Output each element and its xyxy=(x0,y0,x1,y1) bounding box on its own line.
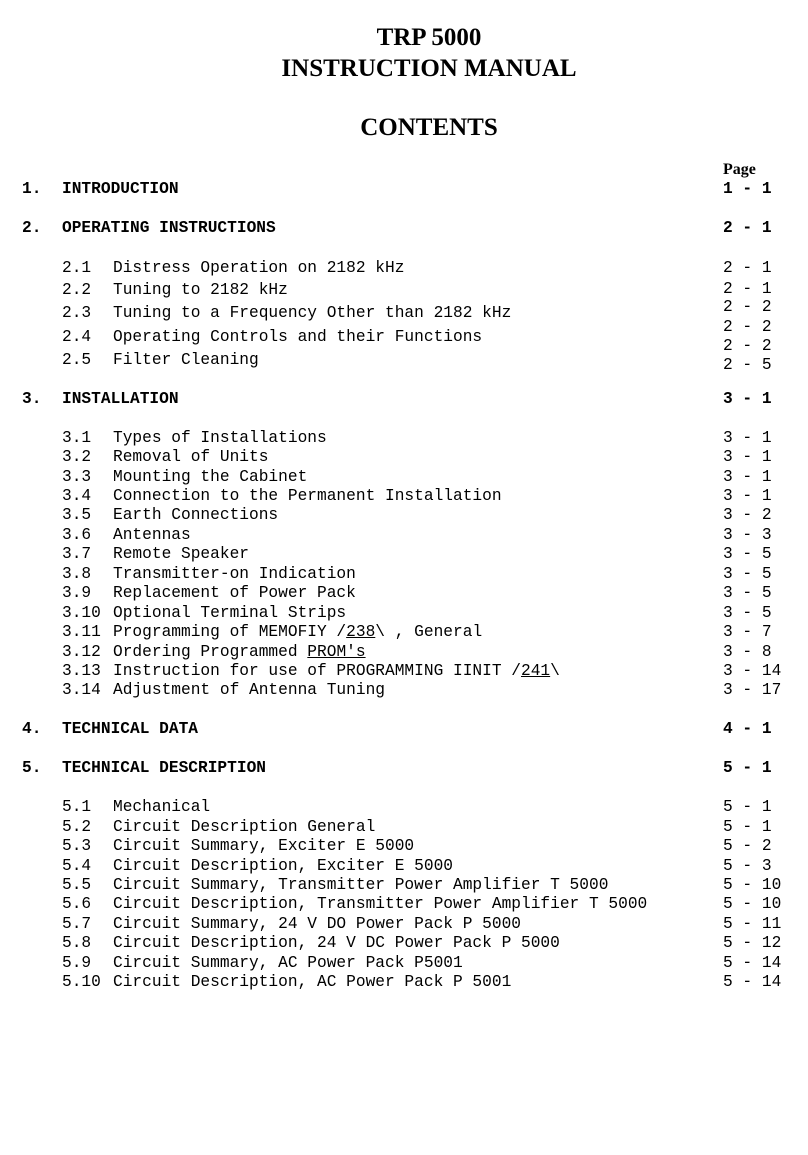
subsection-title: Antennas xyxy=(113,526,191,544)
subsection-page: 3 - 8 xyxy=(723,643,772,661)
subsection-page: 5 - 10 xyxy=(723,895,782,913)
toc-subsection[interactable] xyxy=(0,954,808,974)
subsection-number: 3.2 xyxy=(62,448,92,466)
subsection-number: 3.5 xyxy=(62,506,92,524)
subsection-page: 5 - 3 xyxy=(723,857,772,875)
subsection-number: 3.3 xyxy=(62,468,92,486)
subsection-number: 3.8 xyxy=(62,565,92,583)
subsection-number: 5.4 xyxy=(62,857,92,875)
section-title: TECHNICAL DESCRIPTION xyxy=(62,759,266,777)
toc-section[interactable] xyxy=(0,759,808,779)
subsection-title: Circuit Description, Transmitter Power Amplifier T 5000 xyxy=(113,895,648,913)
subsection-page: 3 - 1 xyxy=(723,468,772,486)
toc-subsection[interactable] xyxy=(0,487,808,507)
subsection-number: 3.13 xyxy=(62,662,101,680)
section-page: 4 - 1 xyxy=(723,720,772,738)
document-title-line1: TRP 5000 xyxy=(376,24,482,51)
subsection-number: 5.7 xyxy=(62,915,92,933)
subsection-page: 5 - 14 xyxy=(723,954,782,972)
section-number: 3. xyxy=(22,390,42,408)
subsection-number: 2.3 xyxy=(62,304,92,322)
subsection-number: 5.6 xyxy=(62,895,92,913)
subsection-number: 5.2 xyxy=(62,818,92,836)
subsection-page: 5 - 10 xyxy=(723,876,782,894)
subsection-page: 5 - 11 xyxy=(723,915,782,933)
toc-section[interactable] xyxy=(0,720,808,740)
subsection-page: 3 - 3 xyxy=(723,526,772,544)
subsection-title: Removal of Units xyxy=(113,448,269,466)
toc-subsection[interactable] xyxy=(0,506,808,526)
toc-subsection[interactable] xyxy=(0,837,808,857)
subsection-number: 5.10 xyxy=(62,973,101,991)
subsection-page: 3 - 17 xyxy=(723,681,782,699)
section-title: OPERATING INSTRUCTIONS xyxy=(62,219,276,237)
section-number: 2. xyxy=(22,219,42,237)
toc-subsection[interactable] xyxy=(0,818,808,838)
subsection-number: 2.1 xyxy=(62,259,92,277)
subsection-page: 5 - 1 xyxy=(723,798,772,816)
subsection-title: Circuit Description, 24 V DC Power Pack P 5000 xyxy=(113,934,560,952)
toc-section[interactable] xyxy=(0,219,808,239)
subsection-number: 3.6 xyxy=(62,526,92,544)
subsection-number: 3.14 xyxy=(62,681,101,699)
toc-subsection[interactable] xyxy=(0,973,808,993)
section-title: INSTALLATION xyxy=(62,390,179,408)
subsection-number: 3.11 xyxy=(62,623,101,641)
subsection-title: Connection to the Permanent Installation xyxy=(113,487,502,505)
subsection-number: 3.12 xyxy=(62,643,101,661)
toc-subsection[interactable] xyxy=(0,895,808,915)
subsection-title: Types of Installations xyxy=(113,429,327,447)
subsection-title: Earth Connections xyxy=(113,506,279,524)
toc-subsection[interactable] xyxy=(0,604,808,624)
toc-subsection[interactable] xyxy=(0,681,808,701)
subsection-page: 3 - 5 xyxy=(723,584,772,602)
page-column-label: Page xyxy=(723,161,756,178)
subsection-title: Circuit Summary, Transmitter Power Amplifier T 5000 xyxy=(113,876,609,894)
toc-subsection[interactable] xyxy=(0,643,808,663)
subsection-number: 2.2 xyxy=(62,281,92,299)
subsection-number: 5.9 xyxy=(62,954,92,972)
toc-subsection[interactable] xyxy=(0,468,808,488)
toc-section[interactable] xyxy=(0,390,808,410)
subsection-title: Replacement of Power Pack xyxy=(113,584,356,602)
subsection-title: Operating Controls and their Functions xyxy=(113,328,483,346)
subsection-page: 3 - 14 xyxy=(723,662,782,680)
section-title: TECHNICAL DATA xyxy=(62,720,198,738)
subsection-number: 5.8 xyxy=(62,934,92,952)
subsection-page: 3 - 5 xyxy=(723,565,772,583)
subsection-title: Mounting the Cabinet xyxy=(113,468,308,486)
subsection-page: 2 - 2 xyxy=(723,337,772,355)
section-number: 5. xyxy=(22,759,42,777)
subsection-page: 2 - 2 xyxy=(723,298,772,316)
subsection-page: 3 - 7 xyxy=(723,623,772,641)
subsection-title: Circuit Description, AC Power Pack P 5001 xyxy=(113,973,512,991)
toc-subsection[interactable] xyxy=(0,662,808,682)
subsection-title: Tuning to a Frequency Other than 2182 kHz xyxy=(113,304,512,322)
subsection-title: Transmitter-on Indication xyxy=(113,565,356,583)
subsection-page: 3 - 5 xyxy=(723,604,772,622)
subsection-page: 5 - 2 xyxy=(723,837,772,855)
subsection-title: Programming of MEMOFIY /238\ , General xyxy=(113,623,483,641)
section-page: 5 - 1 xyxy=(723,759,772,777)
contents-heading: CONTENTS xyxy=(360,114,498,141)
subsection-number: 3.4 xyxy=(62,487,92,505)
subsection-page: 3 - 1 xyxy=(723,429,772,447)
toc-subsection[interactable] xyxy=(0,915,808,935)
subsection-title: Filter Cleaning xyxy=(113,351,259,369)
toc-subsection[interactable] xyxy=(0,876,808,896)
toc-subsection[interactable] xyxy=(0,526,808,546)
toc-subsection[interactable] xyxy=(0,798,808,818)
subsection-page: 3 - 2 xyxy=(723,506,772,524)
section-page: 2 - 1 xyxy=(723,219,772,237)
subsection-title: Distress Operation on 2182 kHz xyxy=(113,259,405,277)
subsection-page: 3 - 1 xyxy=(723,487,772,505)
subsection-title: Circuit Description General xyxy=(113,818,376,836)
subsection-title: Circuit Summary, Exciter E 5000 xyxy=(113,837,415,855)
section-page: 1 - 1 xyxy=(723,180,772,198)
subsection-number: 5.1 xyxy=(62,798,92,816)
subsection-number: 3.9 xyxy=(62,584,92,602)
subsection-number: 5.5 xyxy=(62,876,92,894)
subsection-title: Optional Terminal Strips xyxy=(113,604,347,622)
toc-section[interactable] xyxy=(0,180,808,200)
subsection-number: 2.4 xyxy=(62,328,92,346)
toc-subsection[interactable] xyxy=(0,623,808,643)
toc-subsection[interactable] xyxy=(0,857,808,877)
subsection-number: 3.1 xyxy=(62,429,92,447)
toc-subsection[interactable] xyxy=(0,584,808,604)
subsection-page: 5 - 1 xyxy=(723,818,772,836)
document-title-line2: INSTRUCTION MANUAL xyxy=(281,55,577,82)
subsection-page: 3 - 5 xyxy=(723,545,772,563)
toc-subsection[interactable] xyxy=(0,565,808,585)
subsection-number: 5.3 xyxy=(62,837,92,855)
toc-subsection[interactable] xyxy=(0,545,808,565)
subsection-number: 3.10 xyxy=(62,604,101,622)
section-number: 4. xyxy=(22,720,42,738)
subsection-title: Ordering Programmed PROM's xyxy=(113,643,366,661)
subsection-number: 3.7 xyxy=(62,545,92,563)
subsection-page: 2 - 5 xyxy=(723,356,772,374)
subsection-title: Circuit Summary, AC Power Pack P5001 xyxy=(113,954,463,972)
section-number: 1. xyxy=(22,180,42,198)
subsection-page: 5 - 14 xyxy=(723,973,782,991)
subsection-number: 2.5 xyxy=(62,351,92,369)
subsection-page: 3 - 1 xyxy=(723,448,772,466)
subsection-page: 2 - 1 xyxy=(723,259,772,277)
subsection-title: Circuit Summary, 24 V DO Power Pack P 5000 xyxy=(113,915,521,933)
subsection-title: Remote Speaker xyxy=(113,545,249,563)
section-page: 3 - 1 xyxy=(723,390,772,408)
toc-subsection[interactable] xyxy=(0,448,808,468)
section-title: INTRODUCTION xyxy=(62,180,179,198)
subsection-title: Adjustment of Antenna Tuning xyxy=(113,681,385,699)
toc-subsection[interactable] xyxy=(0,429,808,449)
subsection-title: Instruction for use of PROGRAMMING IINIT /241\ xyxy=(113,662,560,680)
subsection-title: Mechanical xyxy=(113,798,211,816)
subsection-title: Tuning to 2182 kHz xyxy=(113,281,288,299)
subsection-page: 5 - 12 xyxy=(723,934,782,952)
toc-subsection[interactable] xyxy=(0,934,808,954)
subsection-page: 2 - 2 xyxy=(723,318,772,336)
subsection-page: 2 - 1 xyxy=(723,280,772,298)
subsection-title: Circuit Description, Exciter E 5000 xyxy=(113,857,453,875)
